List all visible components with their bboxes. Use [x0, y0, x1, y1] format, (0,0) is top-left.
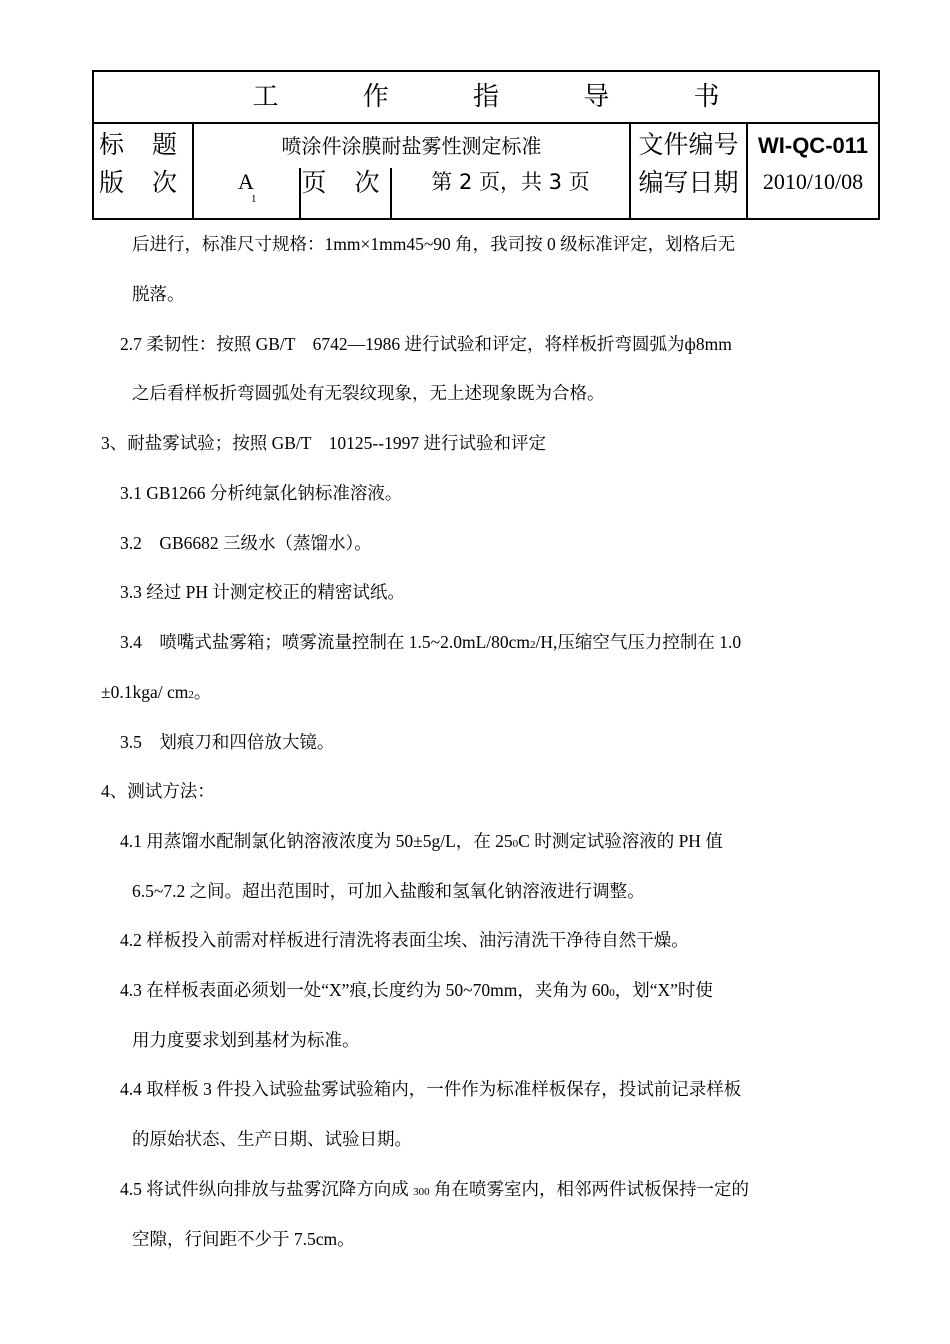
superscript: 0 [609, 987, 615, 999]
section-3-4 [120, 634, 741, 652]
text-run: /H,压缩空气压力控制在 1.0 [535, 632, 742, 652]
section-4-5 [120, 1181, 749, 1199]
section-2-7: 2.7 柔韧性：按照 GB/T 6742—1986 进行试验和评定，将样板折弯圆弧为ф8mm [120, 334, 732, 354]
text-run: ±0.1kga/ cm [101, 682, 189, 702]
subject-value: 喷涂件涂膜耐盐雾性测定标准 [281, 134, 542, 158]
date-label: 编写日期 [638, 167, 739, 197]
version-label: 版 次 [99, 167, 187, 197]
text-run: 3.4 喷嘴式盐雾箱；喷雾流量控制在 1.5~2.0mL/80cm [120, 632, 531, 652]
superscript: 0 [512, 838, 519, 850]
body-line [101, 684, 211, 702]
body-line: 后进行，标准尺寸规格：1mm×1mm45~90 角，我司按 0 级标准评定，划格后无 [132, 234, 736, 254]
body-line: 之后看样板折弯圆弧处有无裂纹现象，无上述现象既为合格。 [132, 383, 605, 403]
docnum-value: WI-QC-011 [757, 133, 869, 158]
body-line: 脱落。 [132, 284, 185, 304]
version-subscript: 1 [251, 193, 257, 205]
section-4-1 [120, 833, 723, 851]
docnum-label: 文件编号 [638, 129, 739, 159]
body-line: 空隙，行间距不少于 7.5cm。 [132, 1229, 355, 1249]
body-line: 6.5~7.2 之间。超出范围时，可加入盐酸和氢氧化钠溶液进行调整。 [132, 881, 645, 901]
date-value: 2010/10/08 [762, 169, 864, 194]
page-value: 第 2 页，共 3 页 [431, 169, 590, 194]
page-label: 页 次 [301, 167, 390, 197]
subscript: 30 [413, 1186, 425, 1198]
section-3-5: 3.5 划痕刀和四倍放大镜。 [120, 732, 335, 752]
text-run: 角在喷雾室内，相邻两件试板保持一定的 [429, 1179, 749, 1199]
section-3-1: 3.1 GB1266 分析纯氯化钠标准溶液。 [120, 483, 403, 503]
superscript: 2 [530, 639, 536, 651]
version-value: A [238, 169, 254, 194]
section-3-heading: 3、耐盐雾试验；按照 GB/T 10125--1997 进行试验和评定 [101, 433, 546, 453]
text-run: ，划“X”时使 [614, 980, 713, 1000]
body-line: 的原始状态、生产日期、试验日期。 [132, 1129, 412, 1149]
section-4-2: 4.2 样板投入前需对样板进行清洗将表面尘埃、油污清洗干净待自然干燥。 [120, 930, 689, 950]
document-title: 工 作 指 导 书 [252, 82, 758, 112]
superscript: 2 [188, 689, 194, 701]
superscript: 0 [424, 1186, 430, 1198]
text-run: 4.1 用蒸馏水配制氯化钠溶液浓度为 50±5g/L，在 25 [120, 831, 513, 851]
body-line: 用力度要求划到基材为标准。 [132, 1030, 360, 1050]
section-3-2: 3.2 GB6682 三级水（蒸馏水）。 [120, 533, 372, 553]
header-table [92, 70, 880, 220]
text-run: 4.3 在样板表面必须划一处“X”痕,长度约为 50~70mm，夹角为 60 [120, 980, 610, 1000]
text-run: C 时测定试验溶液的 PH 值 [518, 831, 723, 851]
subject-label: 标 题 [99, 129, 187, 159]
text-run: 。 [193, 682, 212, 702]
section-4-3 [120, 982, 713, 1000]
section-4-heading: 4、测试方法： [101, 781, 215, 801]
text-run: 4.5 将试件纵向排放与盐雾沉降方向成 [120, 1179, 414, 1199]
section-4-4: 4.4 取样板 3 件投入试验盐雾试验箱内，一件作为标准样板保存，投试前记录样板 [120, 1079, 742, 1099]
section-3-3: 3.3 经过 PH 计测定校正的精密试纸。 [120, 582, 405, 602]
